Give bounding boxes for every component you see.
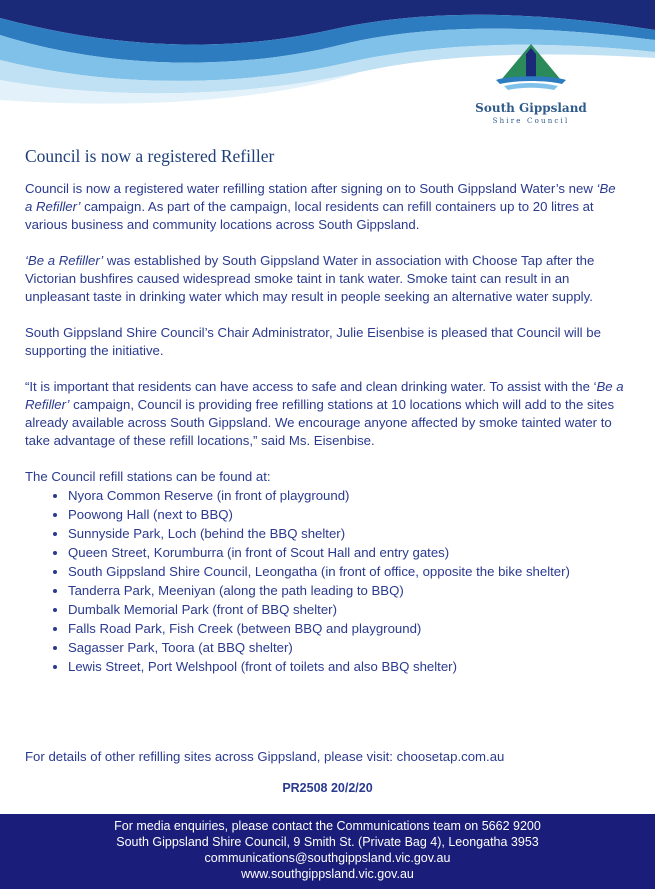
list-item: Dumbalk Memorial Park (front of BBQ shelter) xyxy=(53,600,625,619)
release-reference: PR2508 20/2/20 xyxy=(282,781,373,795)
council-logo xyxy=(466,40,596,132)
logo-name: South Gippsland xyxy=(475,101,587,115)
page-title: Council is now a registered Refiller xyxy=(25,146,275,166)
refill-station-list xyxy=(25,486,625,676)
campaign-name: Be a Refiller’ xyxy=(25,379,624,412)
paragraph-quote-text-b: campaign, Council is providing free refilling stations at 10 locations which will add to the sites already available across South Gippsland. We encourage anyone affected by smoke tainted water to take advantage of these refill locations,” said Ms. Eisenbise. xyxy=(25,397,615,448)
article-body xyxy=(25,180,625,676)
paragraph-intro-text-a: Council is now a registered water refilling station after signing on to South Gippsland Water’s new xyxy=(25,181,597,196)
paragraph-support: South Gippsland Shire Council’s Chair Administrator, Julie Eisenbise is pleased that Council will be supporting the initiative. xyxy=(25,325,601,358)
details-note: For details of other refilling sites across Gippsland, please visit: choosetap.com.au xyxy=(25,749,505,764)
paragraph-background xyxy=(25,252,625,306)
list-item: Lewis Street, Port Welshpool (front of toilets and also BBQ shelter) xyxy=(53,657,625,676)
paragraph-intro xyxy=(25,180,625,234)
logo-mark-icon xyxy=(466,40,596,100)
list-item: Queen Street, Korumburra (in front of Scout Hall and entry gates) xyxy=(53,543,625,562)
paragraph-quote xyxy=(25,378,625,450)
contact-footer xyxy=(0,814,655,889)
paragraph-intro-text-b: campaign. As part of the campaign, local residents can refill containers up to 20 litres at various business and community locations across South Gippsland. xyxy=(25,199,594,232)
list-item: Tanderra Park, Meeniyan (along the path leading to BBQ) xyxy=(53,581,625,600)
campaign-name: ‘Be a Refiller’ xyxy=(25,181,616,214)
list-item: Sagasser Park, Toora (at BBQ shelter) xyxy=(53,638,625,657)
list-item: Falls Road Park, Fish Creek (between BBQ and playground) xyxy=(53,619,625,638)
campaign-name: ‘Be a Refiller’ xyxy=(25,253,104,268)
paragraph-quote-text-a: “It is important that residents can have access to safe and clean drinking water. To assist with the ‘ xyxy=(25,379,597,394)
list-item: South Gippsland Shire Council, Leongatha (in front of office, opposite the bike shelter) xyxy=(53,562,625,581)
list-item: Sunnyside Park, Loch (behind the BBQ shelter) xyxy=(53,524,625,543)
footer-address: South Gippsland Shire Council, 9 Smith St. (Private Bag 4), Leongatha 3953 xyxy=(116,835,539,849)
list-item: Nyora Common Reserve (in front of playground) xyxy=(53,486,625,505)
footer-media-line: For media enquiries, please contact the Communications team on 5662 9200 xyxy=(114,819,541,833)
paragraph-background-text: was established by South Gippsland Water in association with Choose Tap after the Victorian bushfires caused widespread smoke taint in tank water. Smoke taint can result in an unpleasant taste in drinking water which may result in people seeking an alternative water supply. xyxy=(25,253,595,304)
footer-website-link[interactable]: www.southgippsland.vic.gov.au xyxy=(241,867,414,881)
list-item: Poowong Hall (next to BBQ) xyxy=(53,505,625,524)
list-intro: The Council refill stations can be found at: xyxy=(25,469,271,484)
logo-subtitle: Shire Council xyxy=(492,117,570,125)
footer-email-link[interactable]: communications@southgippsland.vic.gov.au xyxy=(204,851,451,865)
